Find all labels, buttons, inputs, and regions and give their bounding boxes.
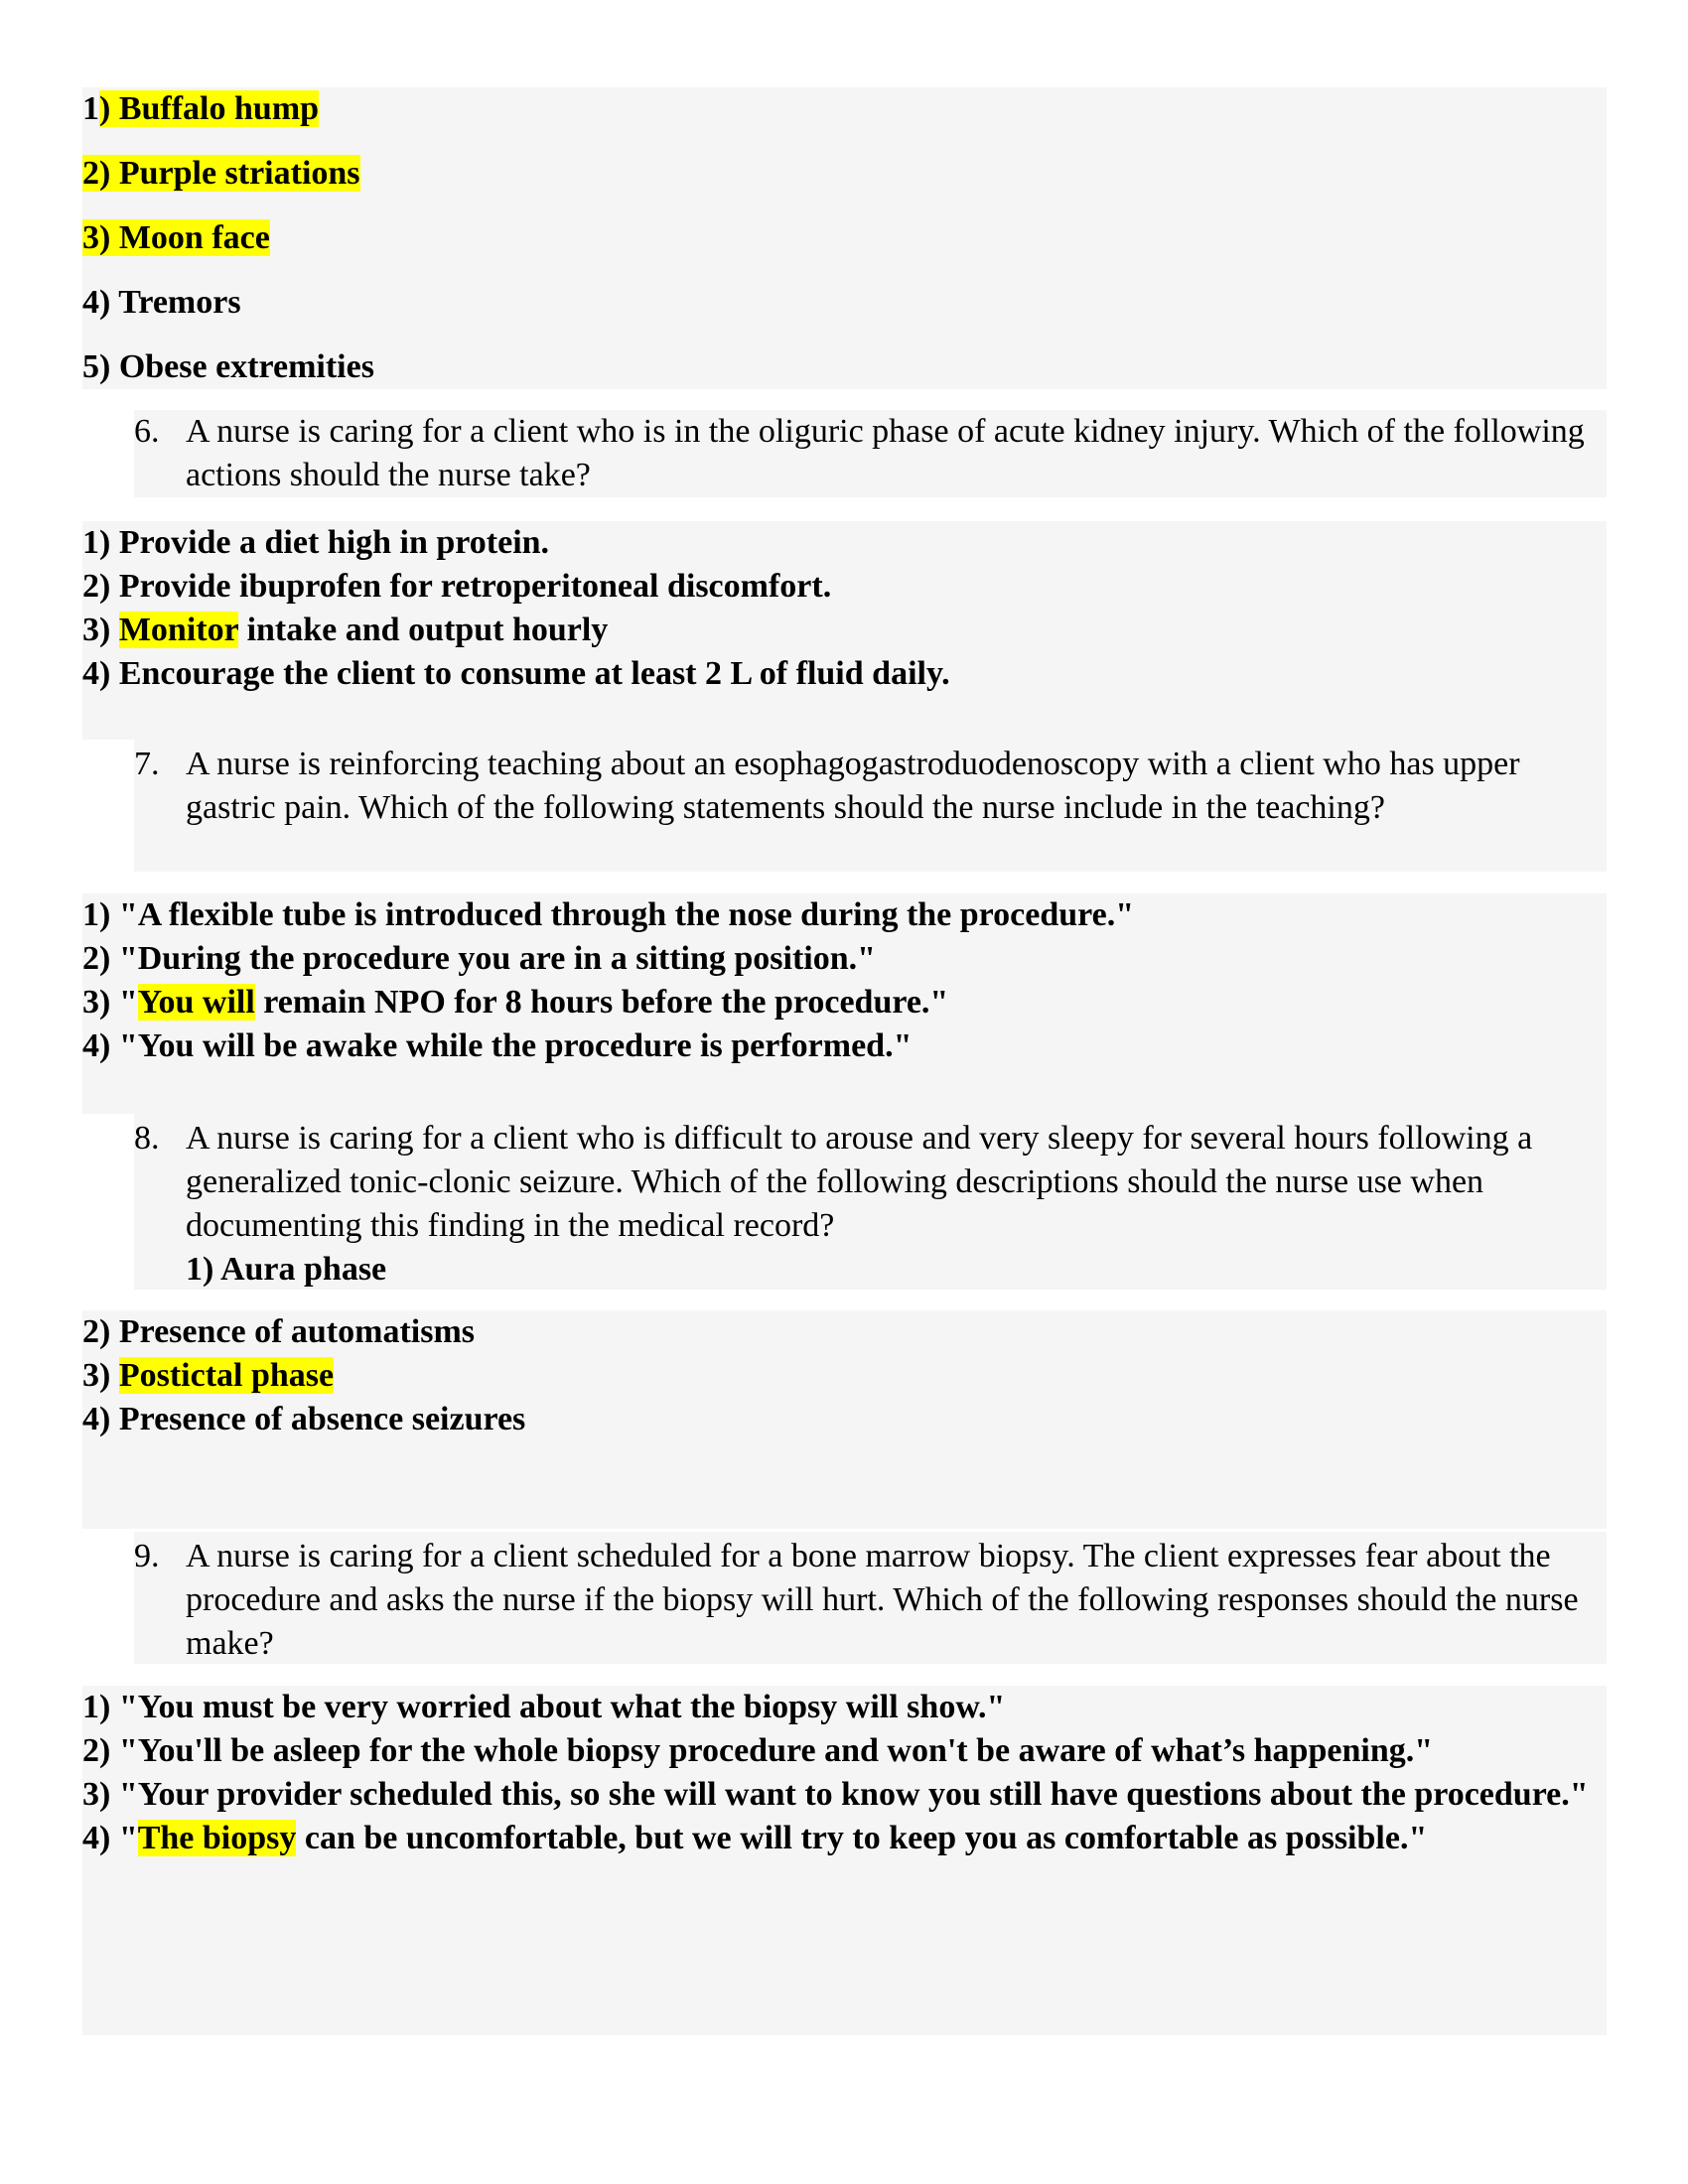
option-1: 1) "You must be very worried about what the biopsy will show." xyxy=(82,1689,1006,1725)
option-3: 3) Postictal phase xyxy=(82,1357,335,1394)
question-9 xyxy=(134,1532,1607,1664)
question-6 xyxy=(134,410,1607,497)
question-text: A nurse is caring for a client who is difficult to arouse and very sleepy for several hours following a generalized tonic-clonic seizure. Which of the following descriptions should the nurse use when documenting this finding in the medical record? xyxy=(186,1120,1533,1244)
question-7 xyxy=(134,740,1607,872)
answer-block-q6 xyxy=(82,521,1607,740)
option-1: 1) "A flexible tube is introduced through the nose during the procedure." xyxy=(82,896,1135,933)
answer-block-q8 xyxy=(82,1310,1607,1529)
option-3: 3) Moon face xyxy=(82,219,270,256)
question-8 xyxy=(134,1114,1607,1290)
option-2: 2) "You'll be asleep for the whole biopsy procedure and won't be aware of what’s happening." xyxy=(82,1732,1434,1769)
option-1: 1) Aura phase xyxy=(186,1251,387,1288)
option-4: 4) "The biopsy can be uncomfortable, but we will try to keep you as comfortable as possible." xyxy=(82,1820,1428,1856)
option-1: 1) Provide a diet high in protein. xyxy=(82,524,550,561)
option-3: 3) "You will remain NPO for 8 hours before the procedure." xyxy=(82,984,949,1021)
question-text: A nurse is caring for a client scheduled for a bone marrow biopsy. The client expresses fear about the procedure and asks the nurse if the biopsy will hurt. Which of the following responses should the nurse make? xyxy=(186,1538,1579,1662)
question-number: 6. xyxy=(134,413,160,450)
answer-block-q9 xyxy=(82,1686,1607,2035)
answer-block-prev xyxy=(82,87,1607,389)
question-text: A nurse is reinforcing teaching about an esophagogastroduodenoscopy with a client who has upper gastric pain. Which of the following statements should the nurse include in the teaching? xyxy=(186,746,1520,826)
option-4: 4) Tremors xyxy=(82,284,241,321)
option-4: 4) Presence of absence seizures xyxy=(82,1401,526,1437)
option-3: 3) Monitor intake and output hourly xyxy=(82,612,609,648)
option-2: 2) Provide ibuprofen for retroperitoneal discomfort. xyxy=(82,568,832,605)
option-5: 5) Obese extremities xyxy=(82,348,374,385)
option-2: 2) "During the procedure you are in a sitting position." xyxy=(82,940,877,977)
question-number: 7. xyxy=(134,746,160,782)
question-number: 8. xyxy=(134,1120,160,1157)
option-2: 2) Presence of automatisms xyxy=(82,1313,476,1350)
option-3: 3) "Your provider scheduled this, so she will want to know you still have questions about the procedure." xyxy=(82,1776,1589,1813)
question-number: 9. xyxy=(134,1538,160,1574)
answer-block-q7 xyxy=(82,893,1607,1114)
option-1: 1) Buffalo hump xyxy=(82,90,320,127)
option-4: 4) Encourage the client to consume at least 2 L of fluid daily. xyxy=(82,655,950,692)
option-2: 2) Purple striations xyxy=(82,155,360,192)
option-4: 4) "You will be awake while the procedure is performed." xyxy=(82,1027,913,1064)
question-text: A nurse is caring for a client who is in the oliguric phase of acute kidney injury. Which of the following actions should the nurse take? xyxy=(186,413,1585,493)
